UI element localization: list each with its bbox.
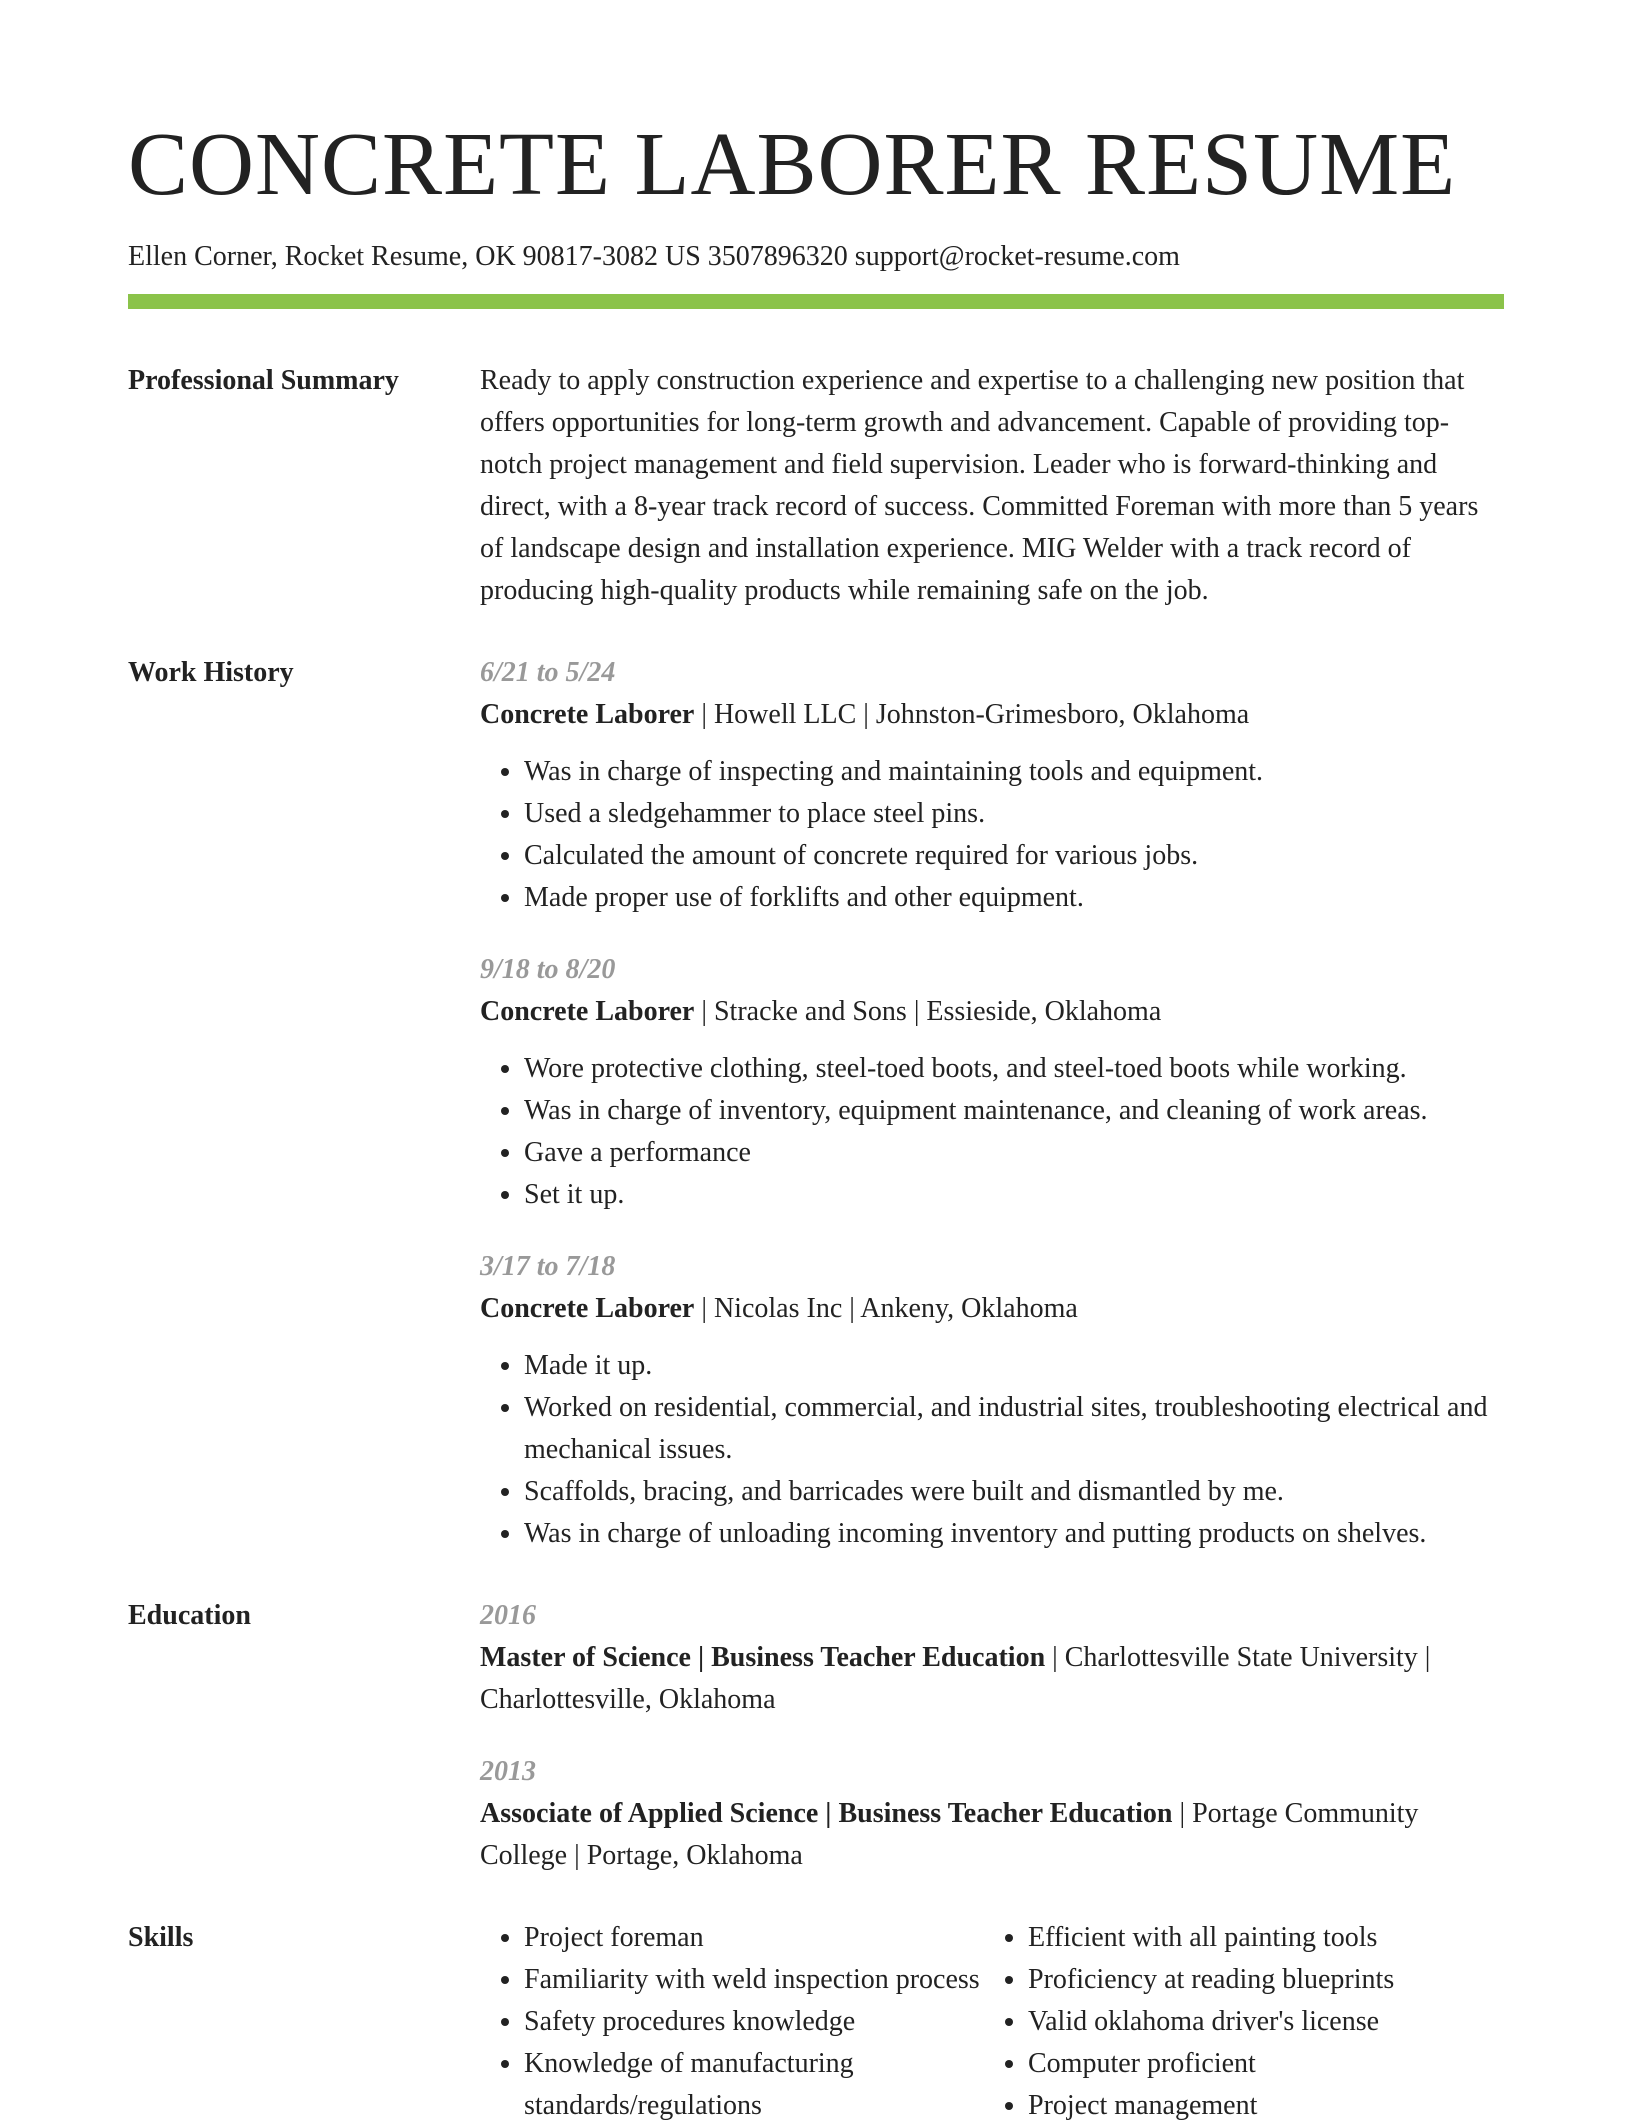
education-degree: Master of Science | Business Teacher Education bbox=[480, 1641, 1046, 1673]
job-bullet: • Wore protective clothing, steel-toed boots, and steel-toed boots while working. bbox=[524, 1048, 1504, 1090]
skills-column-right bbox=[984, 1917, 1504, 2127]
education-details: | Charlottesville State University | Charlottesville, Oklahoma bbox=[480, 1641, 1431, 1715]
job-bullet: • Set it up. bbox=[524, 1174, 1504, 1216]
section-label-skills: Skills bbox=[128, 1921, 194, 1953]
section-label-work: Work History bbox=[128, 656, 294, 688]
skills-column-left bbox=[480, 1917, 984, 2127]
resume-title: CONCRETE LABORER RESUME bbox=[128, 115, 1457, 214]
education-entry bbox=[480, 1595, 1504, 1721]
job-position-line bbox=[480, 991, 1504, 1033]
skills-section bbox=[128, 1917, 1504, 2127]
education-details: | Portage Community College | Portage, Oklahoma bbox=[480, 1797, 1419, 1871]
job-bullet: • Made proper use of forklifts and other equipment. bbox=[524, 877, 1504, 919]
education-degree: Associate of Applied Science | Business Teacher Education bbox=[480, 1797, 1173, 1829]
skill-item: • Familiarity with weld inspection process bbox=[524, 1959, 984, 2001]
job-entry bbox=[480, 1246, 1504, 1555]
work-history-body bbox=[480, 652, 1504, 1555]
education-date: 2013 bbox=[480, 1755, 536, 1787]
skill-item: • Efficient with all painting tools bbox=[1028, 1917, 1504, 1959]
education-section bbox=[128, 1595, 1504, 1877]
job-bullet: • Was in charge of unloading incoming inventory and putting products on shelves. bbox=[524, 1513, 1504, 1555]
job-details: | Howell LLC | Johnston-Grimesboro, Oklahoma bbox=[694, 698, 1250, 730]
job-bullet: • Calculated the amount of concrete required for various jobs. bbox=[524, 835, 1504, 877]
summary-section bbox=[128, 360, 1504, 612]
skill-item: • Safety procedures knowledge bbox=[524, 2001, 984, 2043]
job-bullet: • Worked on residential, commercial, and industrial sites, troubleshooting electrical and mechanical issues. bbox=[524, 1387, 1504, 1471]
education-line bbox=[480, 1637, 1504, 1721]
job-bullet: • Was in charge of inventory, equipment maintenance, and cleaning of work areas. bbox=[524, 1090, 1504, 1132]
job-bullets bbox=[480, 1048, 1504, 1216]
job-title: Concrete Laborer bbox=[480, 698, 695, 730]
summary-body bbox=[480, 360, 1504, 612]
job-position-line bbox=[480, 1288, 1504, 1330]
job-date: 6/21 to 5/24 bbox=[480, 656, 616, 688]
job-details: | Nicolas Inc | Ankeny, Oklahoma bbox=[694, 1292, 1078, 1324]
job-details: | Stracke and Sons | Essieside, Oklahoma bbox=[694, 995, 1162, 1027]
work-history-section bbox=[128, 652, 1504, 1555]
education-date: 2016 bbox=[480, 1599, 536, 1631]
job-entry bbox=[480, 652, 1504, 919]
accent-divider bbox=[128, 294, 1504, 309]
job-date: 9/18 to 8/20 bbox=[480, 953, 616, 985]
job-title: Concrete Laborer bbox=[480, 1292, 695, 1324]
section-label-summary: Professional Summary bbox=[128, 364, 399, 396]
skills-grid bbox=[480, 1917, 1504, 2127]
skill-item: • Proficiency at reading blueprints bbox=[1028, 1959, 1504, 2001]
summary-text: Ready to apply construction experience and expertise to a challenging new position that offers opportunities for long-term growth and advancement. Capable of providing top-notch project management and field supervision. Leader who is forward-thinking and direct, with a 8-year track record of success. Committed Foreman with more than 5 years of landscape design and installation experience. MIG Welder with a track record of producing high-quality products while remaining safe on the job. bbox=[480, 364, 1479, 606]
job-bullet: • Used a sledgehammer to place steel pins. bbox=[524, 793, 1504, 835]
job-bullets bbox=[480, 1345, 1504, 1555]
skill-item: • Knowledge of manufacturing standards/regulations bbox=[524, 2043, 984, 2127]
education-line bbox=[480, 1793, 1504, 1877]
job-title: Concrete Laborer bbox=[480, 995, 695, 1027]
job-date: 3/17 to 7/18 bbox=[480, 1250, 616, 1282]
job-bullet: • Scaffolds, bracing, and barricades were built and dismantled by me. bbox=[524, 1471, 1504, 1513]
skill-item: • Project management bbox=[1028, 2085, 1504, 2127]
skill-item: • Project foreman bbox=[524, 1917, 984, 1959]
job-bullet: • Made it up. bbox=[524, 1345, 1504, 1387]
job-entry bbox=[480, 949, 1504, 1216]
section-label-education: Education bbox=[128, 1599, 251, 1631]
education-entry bbox=[480, 1751, 1504, 1877]
job-position-line bbox=[480, 694, 1504, 736]
job-bullet: • Gave a performance bbox=[524, 1132, 1504, 1174]
education-body bbox=[480, 1595, 1504, 1877]
skill-item: • Computer proficient bbox=[1028, 2043, 1504, 2085]
contact-line: Ellen Corner, Rocket Resume, OK 90817-3082 US 3507896320 support@rocket-resume.com bbox=[128, 241, 1180, 272]
skill-item: • Valid oklahoma driver's license bbox=[1028, 2001, 1504, 2043]
job-bullet: • Was in charge of inspecting and maintaining tools and equipment. bbox=[524, 751, 1504, 793]
job-bullets bbox=[480, 751, 1504, 919]
skills-body bbox=[480, 1917, 1504, 2127]
